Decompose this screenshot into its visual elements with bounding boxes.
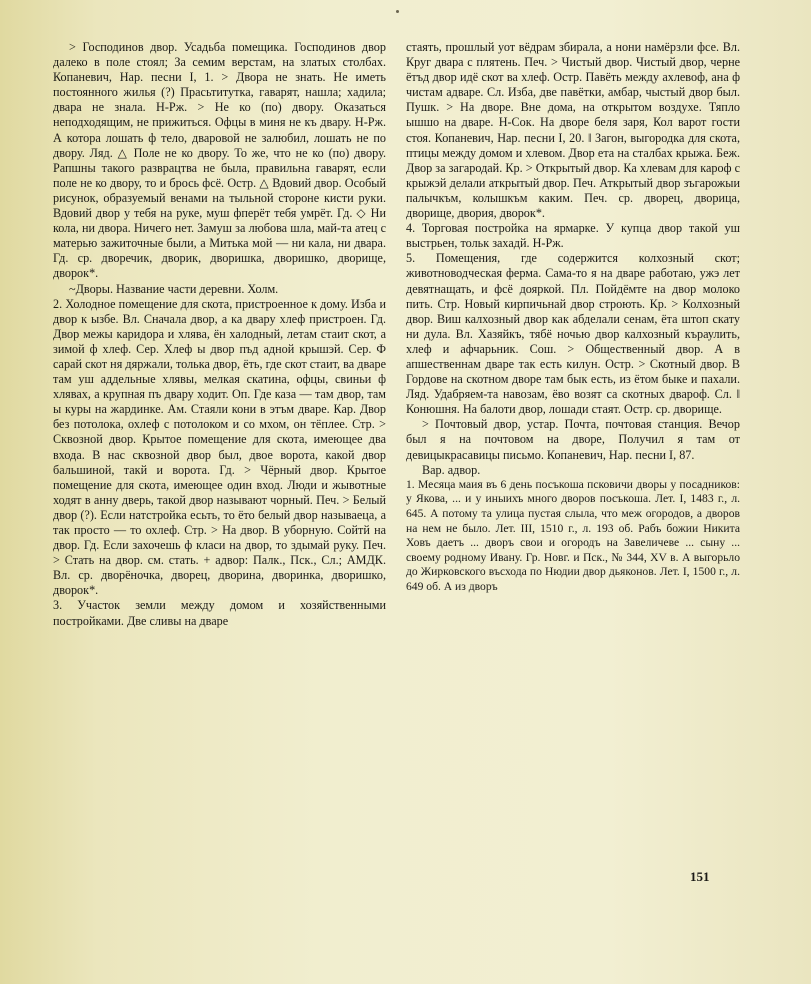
print-dot	[396, 10, 399, 13]
entry-sense-5: 5. Помещения, где содержится колхозный скот; животноводческая ферма. Сама-то я на дваре работаю, ужэ лет девятнащать, и фсё дояркой. Пл. Пойдёмте на двор молоко пить. Стр. Новый кирпичьнай двор строють. Кр. > Колхозный двор. Виш калхозный двор как абделали сенам, ёта штоп скату ни дула. Вл. Хазяйкъ, тябё ночью двор калхозный къраулить, хлеф и афчарьник. Сош. > Общественный двор. А в апшественнам дваре так есть килун. Остр. > Скотный двор. В Гордове на скотном дворе там бык есть, из ётом быке и пахали. Ляд. Удабряем-та навозам, ёво возят са скотных двароф. Сл. ‖ Конюшня. На балоти двор, лошади стаят. Остр. ср. дворище.	[406, 251, 740, 417]
entry-sense-3-cont: стаять, прошлый уот вёдрам збирала, а нони намёрзли фсе. Вл. Круг двара с плятень. Печ. > Чистый двор. Чистый двор, черне ётъд двор идё скот ва хлеф. Остр. Павёть между ахлевоф, ана ф чистам адваре. Сл. Изба, две павётки, амбар, чыстый двор был. Пушк. > На дворе. Вне дома, на открытом воздухе. Тяпло ышшо на дваре. Н-Сок. На дворе беля заря, Кол варот гости стоя. Копаневич, Нар. песни I, 20. ‖ Загон, выгородка для скота, птицы между домом и хлевом. Двор ета на сталбах крыжа. Беж. Двор за загародай. Кр. > Открытый двор. Ка хлевам для кароф с крыжэй делали аткрытый двор. Печ. Аткрытый двор зъгарожыи палычкъм, колышкъм каким. Печ. ср. дворец, дворица, дворище, двория, дворок*.	[406, 40, 740, 221]
entry-dvory: ~Дворы. Название части деревни. Холм.	[69, 281, 279, 296]
entry-sense-2: 2. Холодное помещение для скота, пристроенное к дому. Изба и двор к ызбе. Вл. Сначала двор, а ка двару хлеф пристроен. Гд. Двор межы каридора и хлява, ён халодный, летам стаит скот, а зимой ф хлеф. Сер. Хлеф ы двор пъд адной крышэй. Сер. Ф сарай скот ня дяржали, толька двор, ёть, где скот стаит, ва дваре там уш аддельные хлявы, мелкая скатина, офцы, свиньи ф хлявах, а крупная пъ двару ходит. Оп. Где каза — там двор, там ы куры на жардинке. Ам. Стаяли кони в этъм дваре. Кар. Двор без потолока, охлеф с потолоком и со мхом, он тёплее. Стр. > Сквозной двор. Крытое помещение для скота, имеющее два входа. В нас сквозной двор был, двое ворота, какой двор бальшиной, такй и ворота. Гд. > Чёрный двор. Крытое помещение для скота, имеющее один вход. Люди и жывотные ходят в анну дверь, такой двор называют чорный. Печ. > Белый двор (?). Если натстройка есьть, то ёто белый двор называеца, а так просто — то охлеф. Стр. > На двор. В уборную. Сойтй на двор. Гд. Если захочешь ф класи на двор, то здымай руку. Печ. > Стать на двор. см. стать. + адвор: Палк., Пск., Сл.; АМДК. Вл. ср. дворёночка, дворец, дворина, дворинка, дворишко, дворок*.	[53, 296, 386, 598]
entry-gospodinov-dvor: > Господинов двор. Усадьба помещика. Господинов двор далеко в поле стоял; За семим верстам, на златых столбах. Копаневич, Нар. песни I, 1. > Двора не знать. Не иметь постоянного жилья (?) Прасьтитутка, гаварят, нашла; хадила; двара не знала. Н-Рж. > Не ко (по) двору. Оказаться неподходящим, не прижиться. Офцы в миня не къ двару. Н-Рж. А котора лошать ф тело, дваровой не залюбил, лошать не по двору. Ляд. △ Поле не ко двору. То же, что не ко (по) двору. Рапшны такого разврацтва не была, правильна гаварят, если поле не ко двору, то и брось фсё. Остр. △ Вдовий двор. Особый рисунок, образуемый венами на тыльной стороне кисти руки. Вдовий двор у тебя на руке, муш фперёт тебя умрёт. Гд. ◇ Ни кола, ни двора. Ничего нет. Замуш за любова шла, май-та атец с матерью зажиточные были, а Митька мой — ни кала, ни двара. Гд. ср. дворечик, дворик, дворишка, дворишко, дворище, дворок*.	[53, 40, 386, 281]
entry-pochtovyi-dvor: > Почтовый двор, устар. Почта, почтовая станция. Вечор был я на почтовом на дворе, Получил я там от девицыкрасавицы письмо. Копаневич, Нар. песни I, 87.	[406, 417, 740, 462]
page-number: 151	[690, 869, 710, 884]
entry-variant: Вар. адвор.	[422, 462, 481, 477]
right-column	[406, 40, 740, 594]
entry-sense-4: 4. Торговая постройка на ярмарке. У купца двор такой уш выстрьен, тольк захадй. Н-Рж.	[406, 221, 740, 251]
left-column	[53, 40, 386, 629]
entry-sense-3-start: 3. Участок земли между домом и хозяйственными постройками. Две сливы на дваре	[53, 598, 386, 628]
historical-quotes: 1. Месяца маия въ 6 день посъкоша псковичи дворы у посадников: у Якова, ... и у иныихъ много дворов посъкоша. Лет. I, 1483 г., л. 645. А потому та улица пустая слыла, что меж огородов, а дворов на нем не было. Лет. III, 1510 г., л. 193 об. Рабъ божии Никита Ховъ даетъ ... дворъ свои и огородъ на Завеличеве ... сыну ... своему родному Ивану. Гр. Новг. и Пск., № 344, XV в. А выгорьло до Жирковского въсхода по Нюдии двор дьяконов. Лет. I, 1500 г., л. 649 об. А из дворъ	[406, 477, 740, 593]
